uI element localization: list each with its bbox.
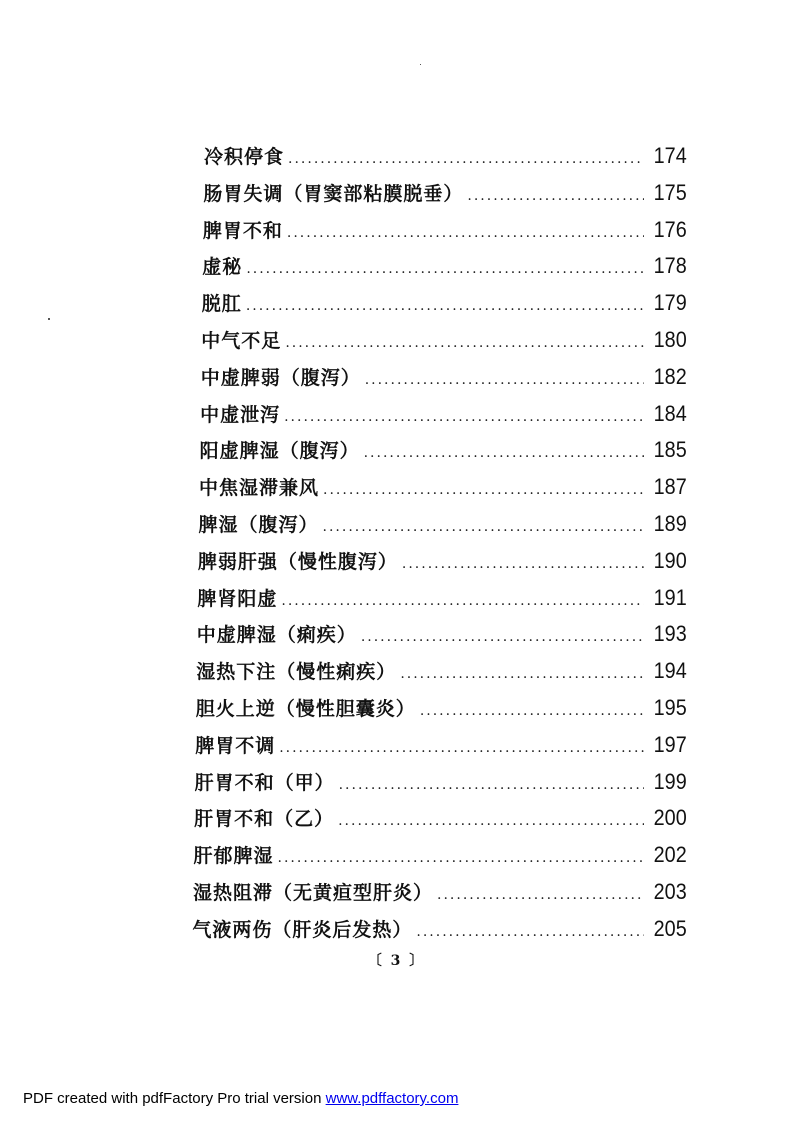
toc-entry[interactable] <box>195 764 687 801</box>
dot-leader <box>285 325 644 362</box>
toc-entry-page: 187 <box>653 474 687 500</box>
toc-entry-title: 脾胃不调 <box>195 734 276 757</box>
toc-entry[interactable] <box>200 396 687 433</box>
toc-entry-title: 气液两伤（肝炎后发热） <box>192 918 413 941</box>
dot-leader <box>323 509 645 546</box>
toc-entry-page: 184 <box>653 400 687 426</box>
toc-entry-page: 185 <box>653 437 687 463</box>
toc-entry-page: 182 <box>653 363 687 389</box>
toc-entry[interactable] <box>195 727 687 764</box>
toc-entry-page: 195 <box>653 694 687 720</box>
dot-leader <box>402 546 644 583</box>
toc-entry[interactable] <box>199 469 687 506</box>
toc-entry[interactable] <box>201 359 687 396</box>
toc-entry-title: 脱肛 <box>201 293 242 316</box>
dot-leader <box>361 619 644 656</box>
toc-entry[interactable] <box>204 138 687 175</box>
dot-leader <box>279 730 644 767</box>
toc-entry-page: 203 <box>653 878 687 904</box>
toc-entry-title: 肠胃失调（胃窦部粘膜脱垂） <box>203 182 464 205</box>
table-of-contents <box>192 138 687 948</box>
toc-entry-page: 190 <box>653 547 687 573</box>
toc-entry-page: 178 <box>653 253 687 279</box>
toc-entry-title: 中焦湿滞兼风 <box>199 477 320 500</box>
toc-entry-page: 200 <box>653 805 687 831</box>
toc-entry-page: 191 <box>653 584 687 610</box>
toc-entry-page: 194 <box>653 658 687 684</box>
toc-entry[interactable] <box>193 874 687 911</box>
toc-entry[interactable] <box>200 432 687 469</box>
dot-leader <box>281 583 644 620</box>
toc-entry[interactable] <box>194 837 688 874</box>
toc-entry[interactable] <box>196 653 687 690</box>
toc-entry-title: 湿热下注（慢性痢疾） <box>196 661 397 684</box>
toc-entry-title: 阳虚脾湿（腹泻） <box>199 440 360 463</box>
toc-entry-page: 175 <box>653 179 687 205</box>
toc-entry[interactable] <box>197 616 687 653</box>
dot-leader <box>364 435 645 472</box>
toc-entry-title: 虚秘 <box>202 256 243 279</box>
dot-leader <box>246 288 644 325</box>
toc-entry-title: 脾湿（腹泻） <box>198 513 319 536</box>
toc-entry[interactable] <box>198 543 687 580</box>
dot-leader <box>284 399 644 436</box>
dot-leader <box>416 914 644 951</box>
toc-entry-page: 197 <box>653 731 687 757</box>
toc-entry-title: 中虚脾湿（痢疾） <box>196 624 357 647</box>
toc-entry-title: 脾弱肝强（慢性腹泻） <box>197 550 398 573</box>
scan-speck <box>420 64 421 65</box>
footer-text: PDF created with pdfFactory Pro trial version <box>23 1090 326 1107</box>
scan-speck <box>48 318 50 320</box>
toc-entry[interactable] <box>203 175 687 212</box>
toc-entry[interactable] <box>199 506 688 543</box>
dot-leader <box>288 141 644 178</box>
toc-entry-page: 174 <box>653 143 687 168</box>
toc-entry-title: 湿热阻滞（无黄疸型肝炎） <box>193 881 434 904</box>
toc-entry-page: 205 <box>653 915 687 941</box>
toc-entry-page: 179 <box>653 290 687 316</box>
toc-entry-title: 中气不足 <box>201 329 282 352</box>
dot-leader <box>467 178 644 215</box>
toc-entry-page: 199 <box>653 768 687 794</box>
toc-entry-title: 肝郁脾湿 <box>193 845 274 868</box>
dot-leader <box>246 251 644 288</box>
dot-leader <box>323 472 644 509</box>
toc-entry-title: 肝胃不和（甲） <box>194 771 335 794</box>
dot-leader <box>437 877 644 914</box>
toc-entry-title: 冷积停食 <box>204 146 285 168</box>
toc-entry-title: 胆火上逆（慢性胆囊炎） <box>195 697 416 720</box>
toc-entry[interactable] <box>203 212 687 249</box>
dot-leader <box>400 656 644 693</box>
toc-entry-title: 脾胃不和 <box>202 219 283 242</box>
toc-entry-page: 180 <box>653 326 687 352</box>
toc-entry[interactable] <box>194 800 687 837</box>
toc-entry-page: 189 <box>653 510 687 536</box>
page-number: 〔 3 〕 <box>367 953 426 969</box>
dot-leader <box>287 215 644 252</box>
pdf-footer <box>23 1090 458 1107</box>
toc-entry[interactable] <box>201 322 687 359</box>
toc-entry[interactable] <box>202 248 687 285</box>
dot-leader <box>365 362 645 399</box>
toc-entry-page: 176 <box>653 216 687 242</box>
toc-entry-title: 中虚脾弱（腹泻） <box>200 366 361 389</box>
toc-entry[interactable] <box>202 285 687 322</box>
dot-leader <box>338 803 644 840</box>
toc-entry-title: 肝胃不和（乙） <box>194 808 335 831</box>
toc-entry[interactable] <box>196 690 687 727</box>
toc-entry[interactable] <box>197 580 687 617</box>
toc-entry-title: 脾肾阳虚 <box>197 587 278 610</box>
toc-entry-page: 193 <box>653 621 687 647</box>
footer-link[interactable]: www.pdffactory.com <box>325 1090 459 1107</box>
toc-entry-page: 202 <box>653 842 687 868</box>
dot-leader <box>339 767 645 804</box>
dot-leader <box>278 840 645 877</box>
toc-entry[interactable] <box>192 911 687 948</box>
dot-leader <box>420 693 644 730</box>
toc-entry-title: 中虚泄泻 <box>200 403 281 426</box>
